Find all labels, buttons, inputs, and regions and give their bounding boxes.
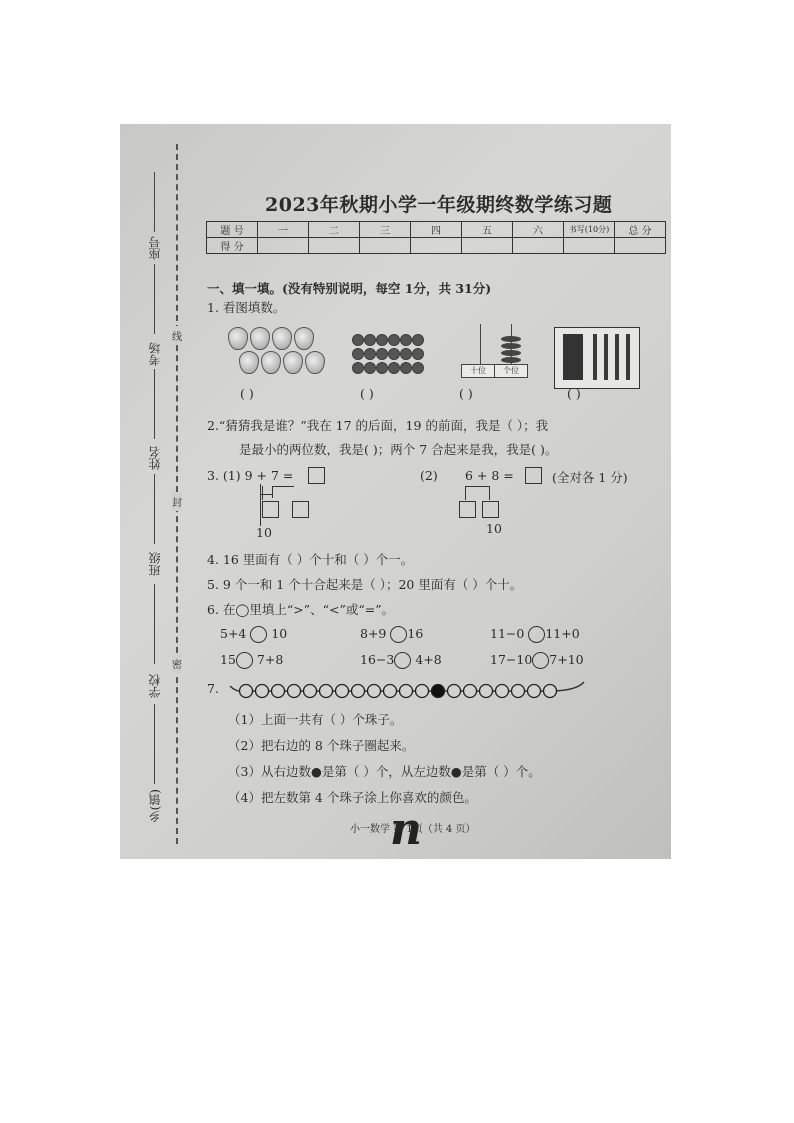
split-line <box>260 484 261 526</box>
score-cell: 三 <box>360 222 411 238</box>
blank-line <box>154 172 155 232</box>
bead[interactable] <box>336 685 349 698</box>
answer-blank[interactable]: ( ) <box>459 386 473 401</box>
bead[interactable] <box>320 685 333 698</box>
sticks-image <box>554 327 640 389</box>
watermark-logo: n <box>390 804 422 855</box>
question-7-label: 7. <box>207 681 219 696</box>
blank-line <box>154 474 155 544</box>
question-7-sub: （4）把左数第 4 个珠子涂上你喜欢的颜色。 <box>228 790 477 805</box>
compare-item: 8+9 16 <box>360 626 424 641</box>
ones-label: 个位 <box>494 364 528 378</box>
blank-line <box>154 584 155 664</box>
bead[interactable] <box>496 685 509 698</box>
score-cell[interactable] <box>564 238 615 254</box>
question-1-label: 1. 看图填数。 <box>207 300 286 315</box>
score-cell: 一 <box>258 222 309 238</box>
field-name: 姓名 <box>148 446 162 470</box>
score-cell: 总 分 <box>615 222 666 238</box>
field-class: 班级 <box>148 552 162 576</box>
bead[interactable] <box>400 685 413 698</box>
field-exam-room: 考场 <box>148 342 162 366</box>
score-cell[interactable] <box>462 238 513 254</box>
bead[interactable] <box>512 685 525 698</box>
compare-item: 16−3 4+8 <box>360 652 442 667</box>
bead[interactable] <box>448 685 461 698</box>
score-table <box>206 221 666 254</box>
bead[interactable] <box>272 685 285 698</box>
question-3-note: (全对各 1 分) <box>552 470 628 485</box>
question-4: 4. 16 里面有（ ）个十和（ ）个一。 <box>207 552 414 567</box>
score-cell[interactable] <box>360 238 411 254</box>
bead[interactable] <box>464 685 477 698</box>
question-5: 5. 9 个一和 1 个十合起来是（ ）；20 里面有（ ）个十。 <box>207 577 523 592</box>
answer-blank[interactable]: ( ) <box>567 386 581 401</box>
tens-label: 十位 <box>461 364 495 378</box>
seal-mark: 密 <box>172 654 182 673</box>
bead[interactable] <box>352 685 365 698</box>
score-cell: 题 号 <box>207 222 258 238</box>
bead-string <box>228 676 588 706</box>
compare-item: 17−10 7+10 <box>490 652 584 667</box>
blank-line <box>154 704 155 784</box>
question-7-sub: （2）把右边的 8 个珠子圈起来。 <box>228 738 415 753</box>
question-3-right-label: (2) <box>420 468 438 483</box>
ten-label: 10 <box>486 521 502 536</box>
answer-box[interactable] <box>308 467 325 484</box>
split-box[interactable] <box>482 501 499 518</box>
answer-blank[interactable]: ( ) <box>360 386 374 401</box>
answer-box[interactable] <box>525 467 542 484</box>
score-cell: 四 <box>411 222 462 238</box>
question-3-right: 6 + 8 = <box>465 468 514 483</box>
question-2-line1: 2.“猜猜我是谁？”我在 17 的后面，19 的前面，我是（ ）；我 <box>207 418 549 433</box>
score-cell: 二 <box>309 222 360 238</box>
answer-blank[interactable]: ( ) <box>240 386 254 401</box>
split-box[interactable] <box>262 501 279 518</box>
bead[interactable] <box>480 685 493 698</box>
score-cell: 五 <box>462 222 513 238</box>
bead[interactable] <box>528 685 541 698</box>
bead[interactable] <box>288 685 301 698</box>
compare-circle[interactable] <box>394 652 411 669</box>
exam-photo <box>120 124 671 859</box>
score-cell: 六 <box>513 222 564 238</box>
field-school: 学校 <box>148 674 162 698</box>
blank-line <box>154 264 155 334</box>
score-cell[interactable] <box>615 238 666 254</box>
bead[interactable] <box>368 685 381 698</box>
bead[interactable] <box>384 685 397 698</box>
question-2-line2: 是最小的两位数，我是( )；两个 7 合起来是我，我是( )。 <box>239 442 558 457</box>
page-footer: 小一数学 第 1页（共 4 页） <box>350 824 476 835</box>
ten-label: 10 <box>256 525 272 540</box>
compare-item: 15 7+8 <box>220 652 284 667</box>
score-cell: 书写(10分) <box>564 222 615 238</box>
score-cell[interactable] <box>258 238 309 254</box>
page-title: 2023年秋期小学一年级期终数学练习题 <box>265 194 613 216</box>
question-3-left: 3. (1) 9 + 7 = <box>207 468 294 483</box>
compare-circle[interactable] <box>528 626 545 643</box>
split-box[interactable] <box>292 501 309 518</box>
bead[interactable] <box>416 685 429 698</box>
bead[interactable] <box>240 685 253 698</box>
split-box[interactable] <box>459 501 476 518</box>
bead[interactable] <box>544 685 557 698</box>
compare-item: 11−0 11+0 <box>490 626 580 641</box>
question-7-sub: （1）上面一共有（ ）个珠子。 <box>228 712 403 727</box>
seal-mark: 封 <box>172 492 182 511</box>
blank-line <box>154 369 155 439</box>
compare-item: 5+4 10 <box>220 626 288 641</box>
black-bead[interactable] <box>432 685 445 698</box>
score-cell[interactable] <box>309 238 360 254</box>
field-township: 乡(镇) <box>148 789 162 823</box>
question-6-label: 6. 在◯里填上“>”、“<”或“=”。 <box>207 602 395 617</box>
compare-circle[interactable] <box>236 652 253 669</box>
seal-mark: 线 <box>172 326 182 345</box>
question-7-sub: （3）从右边数●是第（ ）个，从左边数●是第（ ）个。 <box>228 764 541 779</box>
compare-circle[interactable] <box>390 626 407 643</box>
score-cell[interactable] <box>411 238 462 254</box>
compare-circle[interactable] <box>250 626 267 643</box>
score-cell[interactable] <box>513 238 564 254</box>
bead[interactable] <box>304 685 317 698</box>
section-heading: 一、填一填。(没有特别说明，每空 1分，共 31分) <box>207 281 492 296</box>
bead[interactable] <box>256 685 269 698</box>
field-seat-number: 座号 <box>148 236 162 260</box>
score-cell: 得 分 <box>207 238 258 254</box>
compare-circle[interactable] <box>532 652 549 669</box>
